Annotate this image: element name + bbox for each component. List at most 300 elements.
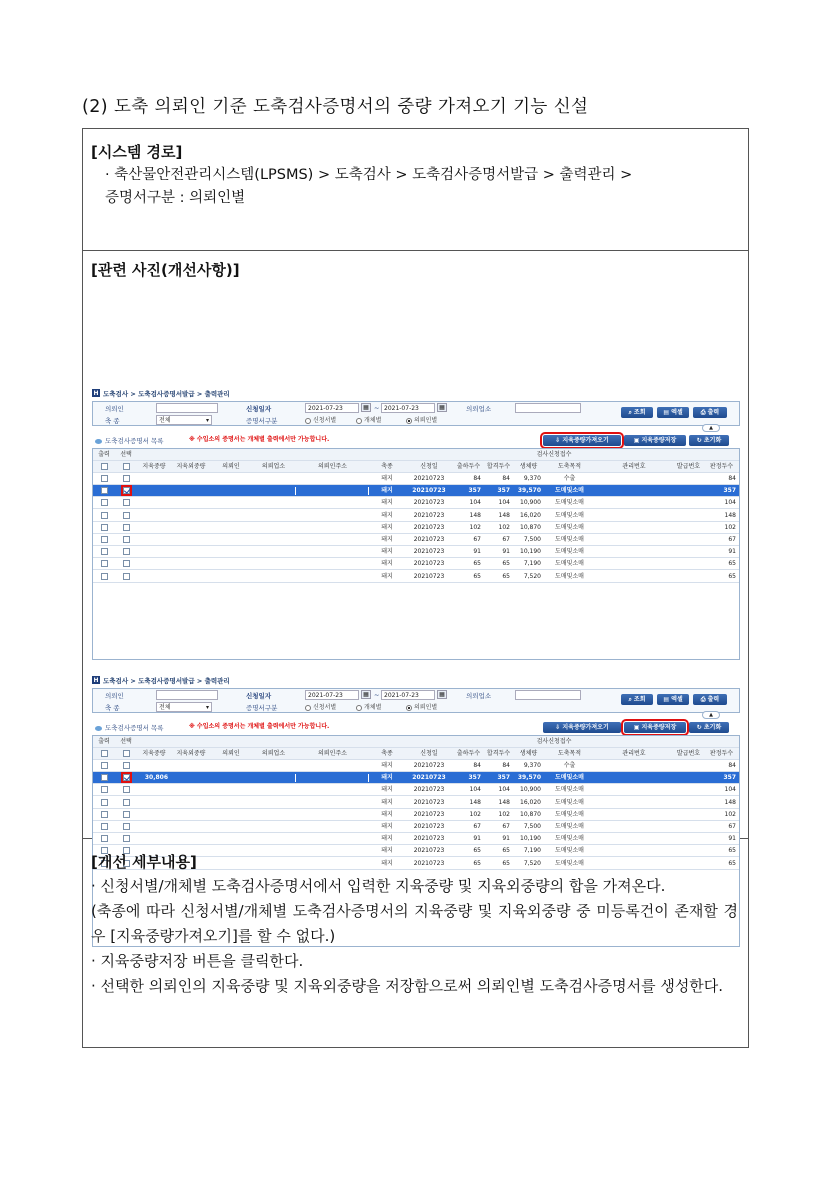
date-to-input[interactable]: 2021-07-23 bbox=[381, 403, 435, 413]
table-cell: 65 bbox=[502, 560, 510, 568]
radio-by-requester[interactable]: 의뢰인별 bbox=[406, 415, 437, 424]
column-header[interactable] bbox=[93, 461, 115, 473]
table-cell: 20210723 bbox=[413, 572, 445, 580]
certificate-grid bbox=[92, 448, 740, 660]
table-cell: 7,520 bbox=[523, 572, 541, 580]
table-cell: 20210723 bbox=[412, 487, 446, 495]
table-cell: 84 bbox=[728, 475, 736, 482]
table-cell: 16,020 bbox=[520, 511, 541, 519]
select-checkbox[interactable] bbox=[123, 475, 130, 482]
header-checkbox[interactable] bbox=[123, 463, 130, 470]
table-cell: 104 bbox=[498, 786, 510, 794]
request-date-label: 신청일자 bbox=[246, 405, 272, 413]
detail-p2: (축종에 따라 신청서별/개체별 도축검사증명서의 지육중량 및 지육외중량 중 미등록건이 존재할 경우 [지육중량가져오기]를 할 수 없다.) bbox=[91, 902, 738, 945]
table-cell: 104 bbox=[469, 499, 481, 507]
column-header: 합격두수 bbox=[486, 750, 511, 757]
table-cell: 65 bbox=[473, 572, 481, 580]
checkbox-cell[interactable] bbox=[93, 522, 115, 534]
table-cell: 67 bbox=[728, 823, 736, 830]
table-cell: 16,020 bbox=[520, 798, 541, 806]
grid-header-group-row bbox=[93, 736, 739, 748]
group-header: 검사신청접수 bbox=[536, 451, 572, 458]
print-button[interactable]: ⎙ 출력 bbox=[693, 407, 727, 418]
checkbox-cell[interactable] bbox=[115, 809, 137, 821]
table-row[interactable] bbox=[93, 772, 739, 784]
select-checkbox[interactable] bbox=[123, 811, 130, 818]
checkbox-cell[interactable] bbox=[93, 772, 115, 784]
table-cell: 도매및소매 bbox=[555, 823, 584, 830]
table-cell: 148 bbox=[724, 798, 736, 806]
print-checkbox[interactable] bbox=[101, 573, 108, 580]
calendar-icon[interactable]: ▦ bbox=[437, 403, 447, 412]
table-cell: 30,806 bbox=[144, 774, 168, 782]
table-cell: 돼지 bbox=[381, 499, 393, 507]
calendar-icon[interactable]: ▦ bbox=[361, 690, 371, 699]
table-row[interactable] bbox=[93, 522, 739, 534]
select-checkbox[interactable] bbox=[123, 823, 130, 830]
request-date-label: 신청일자 bbox=[246, 692, 272, 700]
table-cell: 20210723 bbox=[413, 523, 445, 531]
table-cell: 357 bbox=[497, 487, 510, 495]
excel-button[interactable]: ▤ 엑셀 bbox=[657, 694, 689, 705]
grid-header-row bbox=[93, 461, 739, 473]
checkbox-cell[interactable] bbox=[115, 485, 137, 497]
table-cell: 돼지 bbox=[381, 774, 393, 782]
establishment-input[interactable] bbox=[515, 690, 581, 700]
table-cell: 도매및소매 bbox=[555, 786, 584, 794]
column-header: 신청일 bbox=[420, 750, 438, 757]
column-header: 의뢰업소 bbox=[261, 463, 286, 470]
refresh-icon: ↻ bbox=[696, 724, 704, 731]
table-cell: 7,190 bbox=[523, 560, 541, 568]
chevron-up-icon: ▲ bbox=[709, 425, 713, 431]
table-cell: 67 bbox=[502, 823, 510, 830]
table-cell: 20210723 bbox=[413, 823, 445, 830]
requester-input[interactable] bbox=[156, 403, 218, 413]
excel-button[interactable]: ▤ 엑셀 bbox=[657, 407, 689, 418]
table-cell: 102 bbox=[469, 810, 481, 818]
establishment-input[interactable] bbox=[515, 403, 581, 413]
column-header: 관리번호 bbox=[622, 750, 646, 757]
table-cell: 돼지 bbox=[381, 560, 393, 568]
detail-p4: · 선택한 의뢰인의 지육중량 및 지육외중량을 저장함으로써 의뢰인별 도축검사증명서를 생성한다. bbox=[91, 977, 724, 995]
print-checkbox[interactable] bbox=[101, 487, 108, 494]
table-cell: 65 bbox=[473, 847, 481, 855]
column-header[interactable] bbox=[115, 748, 137, 760]
table-cell: 148 bbox=[469, 511, 481, 519]
requester-label: 의뢰인 bbox=[105, 692, 124, 700]
select-checkbox[interactable] bbox=[123, 548, 130, 555]
header-checkbox[interactable] bbox=[101, 463, 108, 470]
content-box bbox=[82, 128, 749, 1048]
column-header: 출력 bbox=[98, 738, 110, 745]
select-checkbox[interactable] bbox=[123, 786, 130, 793]
checkbox-cell[interactable] bbox=[93, 485, 115, 497]
system-path-line1: · 축산물안전관리시스템(LPSMS) > 도축검사 > 도축검사증명서발급 > 출력관리 > bbox=[105, 167, 633, 183]
table-row[interactable] bbox=[93, 760, 739, 772]
search-button[interactable]: ⌕ 조회 bbox=[621, 694, 653, 705]
checkbox-cell[interactable] bbox=[115, 558, 137, 570]
radio-by-application[interactable]: 신청서별 bbox=[305, 702, 336, 711]
checkbox-cell[interactable] bbox=[93, 797, 115, 809]
table-cell: 20210723 bbox=[413, 548, 445, 556]
select-checkbox[interactable] bbox=[123, 499, 130, 506]
collapse-toggle[interactable] bbox=[702, 711, 720, 719]
table-row[interactable] bbox=[93, 510, 739, 522]
select-checkbox[interactable] bbox=[123, 512, 130, 519]
checkbox-cell[interactable] bbox=[93, 558, 115, 570]
species-select[interactable]: 전체 ▾ bbox=[156, 702, 212, 712]
print-checkbox[interactable] bbox=[101, 560, 108, 567]
table-cell: 도매및소매 bbox=[555, 798, 584, 806]
checkbox-cell[interactable] bbox=[93, 546, 115, 558]
table-row[interactable] bbox=[93, 497, 739, 509]
table-cell: 148 bbox=[498, 511, 510, 519]
table-cell: 84 bbox=[502, 762, 510, 769]
column-header: 신청일 bbox=[420, 463, 438, 470]
print-checkbox[interactable] bbox=[101, 762, 108, 769]
table-cell: 도매및소매 bbox=[555, 847, 584, 855]
species-select[interactable]: 전체 ▾ bbox=[156, 415, 212, 425]
table-cell: 104 bbox=[724, 499, 736, 507]
date-from-input[interactable]: 2021-07-23 bbox=[305, 403, 359, 413]
checkbox-cell[interactable] bbox=[93, 497, 115, 509]
table-row[interactable] bbox=[93, 485, 739, 497]
table-cell: 102 bbox=[469, 523, 481, 531]
radio-by-requester[interactable]: 의뢰인별 bbox=[406, 702, 437, 711]
table-cell: 도매및소매 bbox=[555, 835, 584, 843]
list-title: 도축검사증명서 목록 bbox=[95, 436, 164, 445]
table-cell: 84 bbox=[502, 475, 510, 482]
radio-by-application[interactable]: 신청서별 bbox=[305, 415, 336, 424]
table-cell: 돼지 bbox=[381, 572, 393, 580]
print-checkbox[interactable] bbox=[101, 475, 108, 482]
establishment-label: 의뢰업소 bbox=[466, 405, 492, 413]
table-cell: 20210723 bbox=[413, 499, 445, 507]
column-header: 축종 bbox=[381, 750, 393, 757]
table-cell: 20210723 bbox=[413, 475, 445, 482]
table-cell: 돼지 bbox=[381, 487, 393, 495]
table-cell: 65 bbox=[728, 847, 736, 855]
table-row[interactable] bbox=[93, 821, 739, 833]
table-cell: 67 bbox=[473, 823, 481, 830]
column-header: 지육외중량 bbox=[176, 750, 206, 757]
collapse-toggle[interactable] bbox=[702, 424, 720, 432]
table-cell: 104 bbox=[724, 786, 736, 794]
table-cell: 65 bbox=[502, 847, 510, 855]
print-checkbox[interactable] bbox=[101, 786, 108, 793]
column-header: 발급번호 bbox=[676, 750, 701, 757]
table-cell: 도매및소매 bbox=[555, 511, 584, 519]
table-cell: 357 bbox=[723, 774, 736, 782]
table-cell: 돼지 bbox=[381, 810, 393, 818]
fetch-weight-button[interactable]: ⇩ 지육중량가져오기 bbox=[543, 722, 621, 733]
table-cell: 67 bbox=[502, 536, 510, 543]
column-header: 판정두수 bbox=[709, 750, 734, 757]
system-path-title: [시스템 경로] bbox=[91, 143, 183, 161]
column-header: 의뢰인주소 bbox=[318, 463, 347, 470]
cell-divider bbox=[368, 487, 369, 495]
table-cell: 9,370 bbox=[523, 475, 541, 482]
calendar-icon[interactable]: ▦ bbox=[361, 403, 371, 412]
warning-text: ※ 수입소의 증명서는 개체별 출력에서만 가능합니다. bbox=[189, 723, 330, 730]
table-cell: 7,190 bbox=[523, 847, 541, 855]
species-label: 축 종 bbox=[105, 704, 120, 712]
table-cell: 20210723 bbox=[413, 798, 445, 806]
excel-icon: ▤ bbox=[663, 696, 672, 703]
table-cell: 돼지 bbox=[381, 835, 393, 843]
checkbox-cell[interactable] bbox=[93, 473, 115, 485]
table-cell: 수출 bbox=[563, 762, 576, 769]
chevron-down-icon: ▾ bbox=[205, 704, 209, 711]
calendar-icon[interactable]: ▦ bbox=[437, 690, 447, 699]
table-cell: 도매및소매 bbox=[555, 560, 584, 568]
table-cell: 102 bbox=[724, 810, 736, 818]
table-row[interactable] bbox=[93, 534, 739, 546]
table-cell: 20210723 bbox=[413, 835, 445, 843]
checkbox-cell[interactable] bbox=[115, 522, 137, 534]
table-row[interactable] bbox=[93, 473, 739, 485]
table-cell: 돼지 bbox=[381, 859, 393, 867]
date-from-input[interactable]: 2021-07-23 bbox=[305, 690, 359, 700]
reset-button[interactable]: ↻ 초기화 bbox=[689, 722, 729, 733]
column-header[interactable] bbox=[115, 461, 137, 473]
column-header: 판정두수 bbox=[709, 463, 734, 470]
checkbox-cell[interactable] bbox=[93, 821, 115, 833]
table-row[interactable] bbox=[93, 546, 739, 558]
table-cell: 돼지 bbox=[381, 475, 393, 482]
select-checkbox[interactable] bbox=[123, 536, 130, 543]
reset-button[interactable]: ↻ 초기화 bbox=[689, 435, 729, 446]
checkbox-cell[interactable] bbox=[115, 497, 137, 509]
species-label: 축 종 bbox=[105, 417, 120, 425]
table-cell: 도매및소매 bbox=[555, 774, 584, 782]
table-cell: 돼지 bbox=[381, 511, 393, 519]
date-tilde: ~ bbox=[374, 691, 380, 699]
select-checkbox[interactable] bbox=[123, 487, 130, 494]
table-row[interactable] bbox=[93, 797, 739, 809]
print-checkbox[interactable] bbox=[101, 799, 108, 806]
detail-p3: · 지육중량저장 버튼을 클릭한다. bbox=[91, 952, 304, 970]
cell-divider bbox=[295, 774, 296, 782]
checkbox-cell[interactable] bbox=[93, 510, 115, 522]
checkbox-cell[interactable] bbox=[115, 571, 137, 583]
table-cell: 도매및소매 bbox=[555, 487, 584, 495]
table-cell: 357 bbox=[468, 774, 481, 782]
column-header: 관리번호 bbox=[622, 463, 646, 470]
printer-icon: ⎙ bbox=[700, 696, 708, 703]
table-cell: 도매및소매 bbox=[555, 548, 584, 556]
select-checkbox[interactable] bbox=[123, 560, 130, 567]
cert-type-label: 증명서구분 bbox=[246, 417, 278, 425]
table-cell: 20210723 bbox=[413, 786, 445, 794]
grid-header-group-row bbox=[93, 449, 739, 461]
column-header[interactable] bbox=[93, 748, 115, 760]
checkbox-cell[interactable] bbox=[93, 760, 115, 772]
checkbox-cell[interactable] bbox=[93, 571, 115, 583]
detail-section bbox=[83, 839, 748, 1047]
checkbox-cell[interactable] bbox=[115, 534, 137, 546]
checkbox-cell[interactable] bbox=[115, 784, 137, 796]
checkbox-cell[interactable] bbox=[115, 797, 137, 809]
cell-divider bbox=[295, 487, 296, 495]
print-checkbox[interactable] bbox=[101, 811, 108, 818]
table-cell: 357 bbox=[497, 774, 510, 782]
table-cell: 91 bbox=[728, 835, 736, 843]
print-checkbox[interactable] bbox=[101, 499, 108, 506]
checkbox-cell[interactable] bbox=[93, 809, 115, 821]
chevron-up-icon: ▲ bbox=[709, 712, 713, 718]
column-header: 의뢰업소 bbox=[261, 750, 286, 757]
select-checkbox[interactable] bbox=[123, 799, 130, 806]
print-checkbox[interactable] bbox=[101, 823, 108, 830]
table-cell: 도매및소매 bbox=[555, 859, 584, 867]
table-cell: 도매및소매 bbox=[555, 810, 584, 818]
chevron-down-icon: ▾ bbox=[205, 417, 209, 424]
select-checkbox[interactable] bbox=[123, 762, 130, 769]
table-cell: 도매및소매 bbox=[555, 572, 584, 580]
print-checkbox[interactable] bbox=[101, 774, 108, 781]
table-cell: 돼지 bbox=[381, 847, 393, 855]
download-icon: ⇩ bbox=[555, 437, 563, 444]
column-header: 지육중량 bbox=[142, 463, 166, 470]
table-cell: 돼지 bbox=[381, 523, 393, 531]
table-cell: 20210723 bbox=[412, 774, 446, 782]
table-cell: 65 bbox=[473, 560, 481, 568]
select-checkbox[interactable] bbox=[123, 524, 130, 531]
table-cell: 도매및소매 bbox=[555, 536, 584, 543]
table-cell: 39,570 bbox=[517, 487, 541, 495]
select-checkbox[interactable] bbox=[123, 573, 130, 580]
table-cell: 84 bbox=[728, 762, 736, 769]
table-row[interactable] bbox=[93, 571, 739, 583]
print-checkbox[interactable] bbox=[101, 524, 108, 531]
table-cell: 91 bbox=[728, 548, 736, 556]
breadcrumb: H 도축검사 > 도축검사증명서발급 > 출력관리 bbox=[93, 676, 230, 685]
checkbox-cell[interactable] bbox=[115, 760, 137, 772]
table-cell: 102 bbox=[498, 810, 510, 818]
table-cell: 20210723 bbox=[413, 511, 445, 519]
date-tilde: ~ bbox=[374, 404, 380, 412]
table-cell: 84 bbox=[473, 762, 481, 769]
save-weight-button[interactable]: ▣ 지육중량저장 bbox=[624, 722, 686, 733]
photo-title: [관련 사진(개선사항)] bbox=[91, 261, 240, 279]
search-icon: ⌕ bbox=[628, 696, 634, 703]
table-cell: 10,870 bbox=[520, 523, 541, 531]
save-icon: ▣ bbox=[633, 724, 642, 731]
establishment-label: 의뢰업소 bbox=[466, 692, 492, 700]
requester-input[interactable] bbox=[156, 690, 218, 700]
warning-text: ※ 수입소의 증명서는 개체별 출력에서만 가능합니다. bbox=[189, 436, 330, 443]
table-row[interactable] bbox=[93, 784, 739, 796]
column-header: 의뢰인주소 bbox=[318, 750, 347, 757]
table-cell: 20210723 bbox=[413, 560, 445, 568]
print-checkbox[interactable] bbox=[101, 548, 108, 555]
table-cell: 돼지 bbox=[381, 798, 393, 806]
column-header: 선택 bbox=[120, 451, 132, 458]
list-icon bbox=[95, 439, 102, 444]
table-cell: 148 bbox=[724, 511, 736, 519]
column-header: 의뢰인 bbox=[222, 463, 240, 470]
date-to-input[interactable]: 2021-07-23 bbox=[381, 690, 435, 700]
table-cell: 돼지 bbox=[381, 762, 393, 769]
table-cell: 148 bbox=[469, 798, 481, 806]
column-header: 의뢰인 bbox=[222, 750, 240, 757]
header-checkbox[interactable] bbox=[101, 750, 108, 757]
table-cell: 7,500 bbox=[523, 536, 541, 543]
table-cell: 91 bbox=[502, 835, 510, 843]
table-row[interactable] bbox=[93, 558, 739, 570]
table-cell: 91 bbox=[473, 548, 481, 556]
select-checkbox[interactable] bbox=[123, 774, 130, 781]
table-cell: 20210723 bbox=[413, 536, 445, 543]
table-cell: 102 bbox=[724, 523, 736, 531]
column-header: 선택 bbox=[120, 738, 132, 745]
home-icon: H bbox=[93, 389, 99, 397]
checkbox-cell[interactable] bbox=[115, 821, 137, 833]
radio-by-individual[interactable]: 개체별 bbox=[356, 702, 381, 711]
section-heading: (2) 도축 의뢰인 기준 도축검사증명서의 중량 가져오기 기능 신설 bbox=[82, 97, 589, 117]
system-path-section bbox=[83, 129, 748, 251]
print-checkbox[interactable] bbox=[101, 536, 108, 543]
search-icon: ⌕ bbox=[628, 409, 634, 416]
home-icon: H bbox=[93, 676, 99, 684]
table-cell: 10,900 bbox=[520, 499, 541, 507]
table-cell: 357 bbox=[723, 487, 736, 495]
column-header: 생체량 bbox=[519, 463, 538, 470]
download-icon: ⇩ bbox=[555, 724, 563, 731]
checkbox-cell[interactable] bbox=[93, 784, 115, 796]
checkbox-cell[interactable] bbox=[115, 473, 137, 485]
checkbox-cell[interactable] bbox=[93, 534, 115, 546]
grid-header-row bbox=[93, 748, 739, 760]
print-button[interactable]: ⎙ 출력 bbox=[693, 694, 727, 705]
table-cell: 65 bbox=[728, 560, 736, 568]
table-cell: 돼지 bbox=[381, 536, 393, 543]
table-cell: 10,870 bbox=[520, 810, 541, 818]
table-cell: 65 bbox=[502, 572, 510, 580]
search-button[interactable]: ⌕ 조회 bbox=[621, 407, 653, 418]
cert-type-label: 증명서구분 bbox=[246, 704, 278, 712]
table-cell: 39,570 bbox=[517, 774, 541, 782]
header-checkbox[interactable] bbox=[123, 750, 130, 757]
column-header: 도축목적 bbox=[557, 463, 582, 470]
checkbox-cell[interactable] bbox=[115, 510, 137, 522]
table-row[interactable] bbox=[93, 809, 739, 821]
fetch-weight-button[interactable]: ⇩ 지육중량가져오기 bbox=[543, 435, 621, 446]
save-weight-button[interactable]: ▣ 지육중량저장 bbox=[624, 435, 686, 446]
table-cell: 돼지 bbox=[381, 823, 393, 830]
table-cell: 7,520 bbox=[523, 859, 541, 867]
column-header: 도축목적 bbox=[557, 750, 582, 757]
table-cell: 도매및소매 bbox=[555, 523, 584, 531]
checkbox-cell[interactable] bbox=[115, 772, 137, 784]
table-cell: 10,190 bbox=[520, 548, 541, 556]
detail-p1: · 신청서별/개체별 도축검사증명서에서 입력한 지육중량 및 지육외중량의 합을 가져온다. bbox=[91, 877, 666, 895]
column-header: 출력 bbox=[98, 451, 110, 458]
table-cell: 65 bbox=[502, 859, 510, 867]
column-header: 합격두수 bbox=[486, 463, 511, 470]
table-cell: 91 bbox=[502, 548, 510, 556]
table-cell: 104 bbox=[469, 786, 481, 794]
table-cell: 10,900 bbox=[520, 786, 541, 794]
column-header: 지육외중량 bbox=[176, 463, 206, 470]
checkbox-cell[interactable] bbox=[115, 546, 137, 558]
table-cell: 84 bbox=[473, 475, 481, 482]
radio-by-individual[interactable]: 개체별 bbox=[356, 415, 381, 424]
table-cell: 65 bbox=[728, 572, 736, 580]
print-checkbox[interactable] bbox=[101, 512, 108, 519]
